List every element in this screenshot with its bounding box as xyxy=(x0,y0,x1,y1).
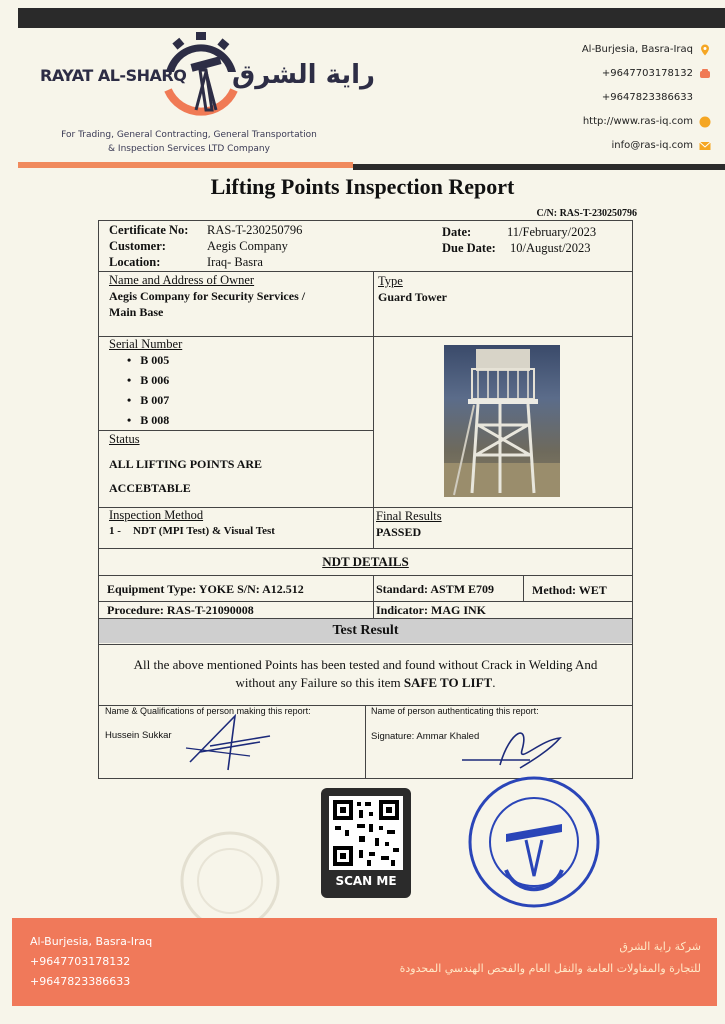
footer-arabic-line-2: للتجارة والمقاولات العامة والنقل العام والفحص الهندسي المحدودة xyxy=(399,962,701,975)
signature-right-icon xyxy=(460,720,570,775)
result-text-block xyxy=(98,644,633,706)
header-divider-orange xyxy=(18,162,353,168)
owner-line-1: Aegis Company for Security Services / xyxy=(109,289,306,303)
location-icon xyxy=(699,44,711,56)
result-text: without any Failure so this item xyxy=(235,675,404,690)
result-line-2 xyxy=(99,675,632,691)
logo-arabic-text: راية الشرق xyxy=(232,60,376,90)
email-link[interactable]: info@ras-iq.com xyxy=(611,140,693,151)
website-link[interactable]: http://www.ras-iq.com xyxy=(582,116,693,127)
serial-value: B 008 xyxy=(140,413,170,427)
footer-band xyxy=(12,918,717,1006)
footer-arabic xyxy=(400,936,701,980)
phone1-text: +9647703178132 xyxy=(601,68,693,79)
top-bar xyxy=(18,8,725,28)
status-line-1: ALL LIFTING POINTS ARE xyxy=(109,457,263,471)
guard-tower-illustration xyxy=(444,345,560,497)
result-line-1: All the above mentioned Points has been tested and found without Crack in Welding And xyxy=(133,657,598,672)
sig-left-label: Name & Qualifications of person making this report: xyxy=(105,706,311,716)
test-result-heading-row xyxy=(98,618,633,645)
date-value: 11/February/2023 xyxy=(507,225,597,239)
method-results-block xyxy=(98,507,633,549)
procedure-value: Procedure: RAS-T-21090008 xyxy=(107,603,254,617)
column-divider xyxy=(523,576,524,602)
contact-phone-1 xyxy=(582,62,711,86)
result-period: . xyxy=(492,675,496,690)
serial-item: • B 007 xyxy=(127,393,170,407)
test-result-heading: Test Result xyxy=(332,623,399,638)
standard-value: Standard: ASTM E709 xyxy=(376,582,495,596)
company-logo xyxy=(36,30,376,125)
signature-divider xyxy=(365,706,366,778)
method-number: 1 - xyxy=(109,525,121,537)
contact-address xyxy=(582,38,711,62)
contact-website[interactable] xyxy=(582,110,711,134)
scan-me-label: SCAN ME xyxy=(335,874,397,888)
mail-icon xyxy=(699,140,711,152)
qr-code[interactable] xyxy=(329,796,403,870)
equipment-row xyxy=(98,575,633,602)
customer-value: Aegis Company xyxy=(207,239,288,253)
procedure-row xyxy=(98,601,633,619)
serial-item: • B 008 xyxy=(127,413,170,427)
due-date-value: 10/August/2023 xyxy=(510,241,591,255)
qr-code-card[interactable] xyxy=(321,788,411,898)
method-value: NDT (MPI Test) & Visual Test xyxy=(133,525,275,537)
safe-to-lift-text: SAFE TO LIFT xyxy=(403,675,493,690)
location-value: Iraq- Basra xyxy=(207,255,263,269)
location-label: Location: xyxy=(109,255,161,269)
contact-email[interactable] xyxy=(582,134,711,158)
status-line-2: ACCEBTABLE xyxy=(109,481,191,495)
type-heading: Type xyxy=(378,274,403,288)
serial-item: • B 006 xyxy=(127,373,170,387)
serial-value: B 007 xyxy=(140,393,170,407)
owner-line-2: Main Base xyxy=(109,305,164,319)
sig-left-name: Hussein Sukkar xyxy=(105,730,172,741)
sig-right-name: Signature: Ammar Khaled xyxy=(371,731,480,742)
certificate-block xyxy=(98,220,633,272)
address-text: Al-Burjesia, Basra-Iraq xyxy=(581,44,693,55)
tagline-line-2: & Inspection Services LTD Company xyxy=(108,144,270,154)
serial-heading: Serial Number xyxy=(109,337,183,351)
footer-phone-2: +9647823386633 xyxy=(30,975,131,988)
method-heading: Inspection Method xyxy=(109,508,204,522)
spacer xyxy=(699,92,711,104)
ndt-heading: NDT DETAILS xyxy=(322,554,409,569)
guard-tower-photo xyxy=(444,345,560,497)
final-results-heading: Final Results xyxy=(376,509,442,523)
certificate-value: RAS-T-230250796 xyxy=(207,223,303,237)
company-stamp-icon xyxy=(466,774,602,910)
contact-phone-2 xyxy=(582,86,711,110)
serial-list xyxy=(127,353,169,433)
serial-item: • B 005 xyxy=(127,353,170,367)
phone-icon xyxy=(699,68,711,80)
final-results-value: PASSED xyxy=(376,525,422,539)
column-divider xyxy=(373,508,374,548)
status-heading: Status xyxy=(109,432,140,446)
footer-address: Al-Burjesia, Basra-Iraq xyxy=(30,935,153,948)
owner-type-block xyxy=(98,271,633,337)
company-tagline xyxy=(34,128,344,156)
owner-heading: Name and Address of Owner xyxy=(109,273,255,287)
indicator-value: Indicator: MAG INK xyxy=(376,603,486,617)
status-divider xyxy=(99,430,373,431)
signature-left-icon xyxy=(180,712,280,774)
logo-english-text: RAYAT AL-SHARQ xyxy=(40,66,187,85)
customer-label: Customer: xyxy=(109,239,166,253)
qr-pattern-icon xyxy=(329,796,403,870)
sig-right-label: Name of person authenticating this report: xyxy=(371,706,539,716)
serial-value: B 005 xyxy=(140,353,170,367)
contact-block xyxy=(582,38,711,158)
serial-value: B 006 xyxy=(140,373,170,387)
tagline-line-1: For Trading, General Contracting, General Transportation xyxy=(61,130,317,140)
footer-phone-1: +9647703178132 xyxy=(30,955,131,968)
method-wet: Method: WET xyxy=(532,583,607,597)
footer-contacts xyxy=(30,932,152,992)
report-title: Lifting Points Inspection Report xyxy=(210,174,515,199)
footer-arabic-line-1: شركة راية الشرق xyxy=(619,940,701,953)
equipment-type: Equipment Type: YOKE S/N: A12.512 xyxy=(107,582,304,596)
ndt-heading-row xyxy=(98,548,633,576)
certificate-label: Certificate No: xyxy=(109,223,189,237)
control-number: C/N: RAS-T-230250796 xyxy=(536,208,637,219)
globe-icon xyxy=(699,116,711,128)
type-value: Guard Tower xyxy=(378,290,448,304)
header-divider-dark xyxy=(353,164,725,170)
due-date-label: Due Date: xyxy=(442,241,496,255)
phone2-text: +9647823386633 xyxy=(601,92,693,103)
date-label: Date: xyxy=(442,225,472,239)
